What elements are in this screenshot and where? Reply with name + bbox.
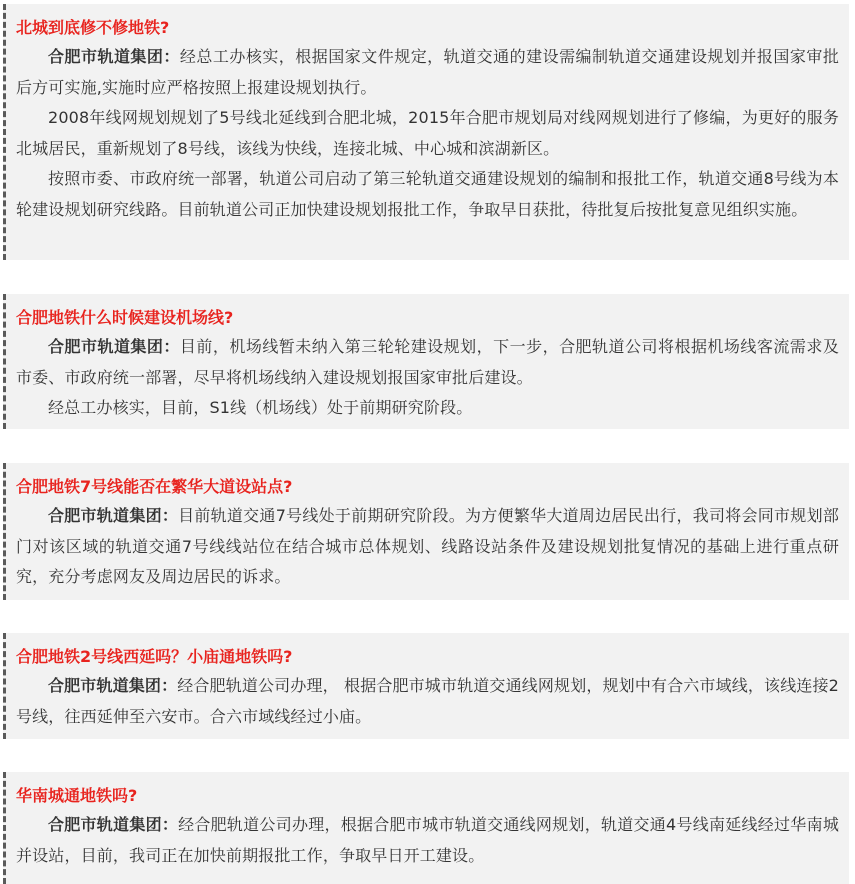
question-heading: 合肥地铁什么时候建设机场线? bbox=[16, 308, 234, 327]
answer-paragraph bbox=[16, 332, 839, 393]
answer-paragraph bbox=[16, 164, 839, 225]
qa-block-airport-line bbox=[3, 294, 849, 429]
answer-paragraph bbox=[16, 42, 839, 103]
question-heading: 合肥地铁2号线西延吗？小庙通地铁吗? bbox=[16, 647, 293, 666]
speaker-label: 合肥市轨道集团： bbox=[48, 676, 178, 695]
answer-paragraph bbox=[16, 501, 839, 593]
answer-text: 经合肥轨道公司办理， 根据合肥市城市轨道交通线网规划，规划中有合六市域线，该线连接2号线，往西延伸至六安市。合六市域线经过小庙。 bbox=[16, 676, 839, 726]
answer-paragraph bbox=[16, 810, 839, 871]
question-heading: 北城到底修不修地铁? bbox=[16, 18, 170, 37]
question-heading: 合肥地铁7号线能否在繁华大道设站点? bbox=[16, 477, 293, 496]
qa-block-line-2-west bbox=[3, 633, 849, 739]
speaker-label: 合肥市轨道集团： bbox=[48, 506, 179, 525]
answer-text: 按照市委、市政府统一部署，轨道公司启动了第三轮轨道交通建设规划的编制和报批工作，轨道交通8号线为本轮建设规划研究线路。目前轨道公司正加快建设规划报批工作，争取早日获批，待批复后按批复意见组织实施。 bbox=[16, 169, 839, 219]
qa-block-north-city bbox=[3, 4, 849, 260]
answer-paragraph bbox=[16, 393, 839, 424]
answer-paragraph bbox=[16, 671, 839, 732]
qa-block-south-china-city bbox=[3, 772, 849, 884]
answer-paragraph bbox=[16, 103, 839, 164]
speaker-label: 合肥市轨道集团： bbox=[48, 815, 179, 834]
answer-text: 2008年线网规划规划了5号线北延线到合肥北城，2015年合肥市规划局对线网规划进行了修编，为更好的服务北城居民，重新规划了8号线，该线为快线，连接北城、中心城和滨湖新区。 bbox=[16, 108, 839, 158]
speaker-label: 合肥市轨道集团： bbox=[48, 47, 180, 66]
question-heading: 华南城通地铁吗? bbox=[16, 786, 138, 805]
qa-block-line-7 bbox=[3, 463, 849, 600]
answer-text: 经总工办核实，目前，S1线（机场线）处于前期研究阶段。 bbox=[48, 398, 473, 418]
answer-text: 经合肥轨道公司办理，根据合肥市城市轨道交通线网规划，轨道交通4号线南延线经过华南城并设站，目前，我司正在加快前期报批工作，争取早日开工建设。 bbox=[16, 815, 839, 865]
answer-text: 目前，机场线暂未纳入第三轮轮建设规划，下一步，合肥轨道公司将根据机场线客流需求及市委、市政府统一部署，尽早将机场线纳入建设规划报国家审批后建设。 bbox=[16, 337, 839, 387]
answer-text: 经总工办核实，根据国家文件规定，轨道交通的建设需编制轨道交通建设规划并报国家审批后方可实施,实施时应严格按照上报建设规划执行。 bbox=[16, 47, 839, 97]
speaker-label: 合肥市轨道集团： bbox=[48, 337, 180, 356]
answer-text: 目前轨道交通7号线处于前期研究阶段。为方便繁华大道周边居民出行，我司将会同市规划部门对该区域的轨道交通7号线线站位在结合城市总体规划、线路设站条件及建设规划批复情况的基础上进行重点研究，充分考虑网友及周边居民的诉求。 bbox=[16, 506, 839, 587]
